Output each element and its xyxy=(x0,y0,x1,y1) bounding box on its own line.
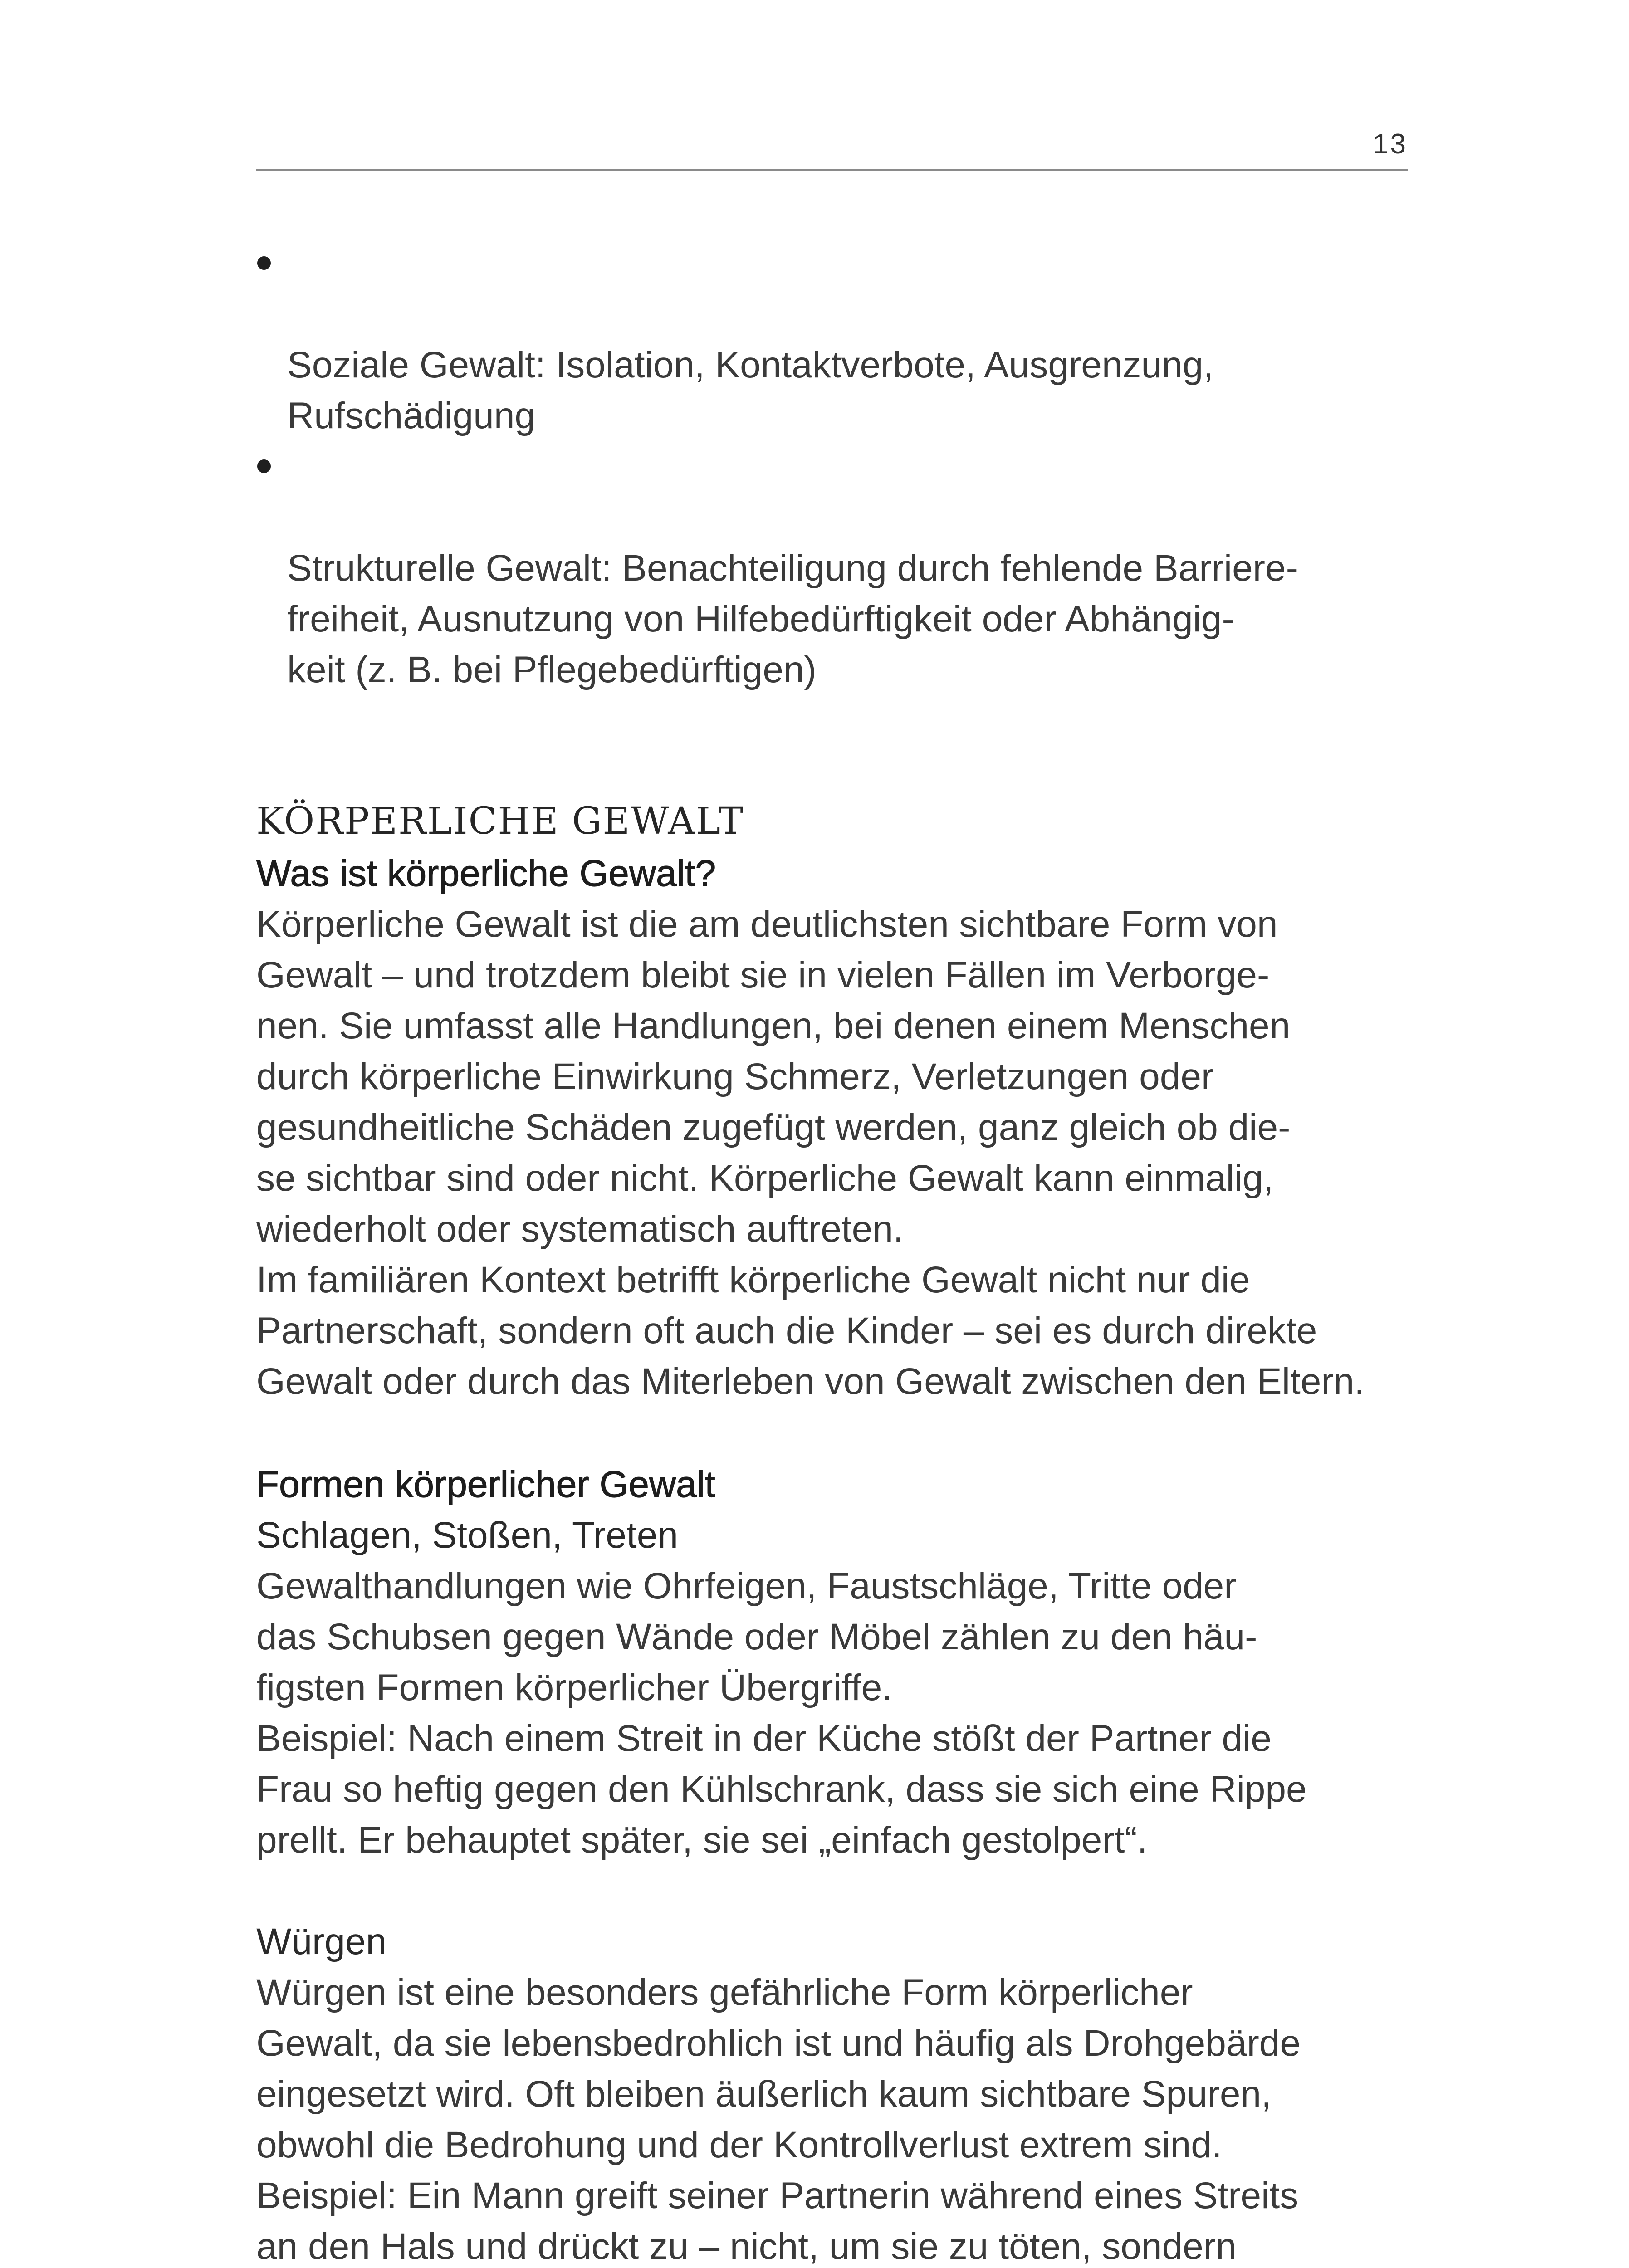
list-item xyxy=(256,238,1427,441)
bullet-icon xyxy=(257,459,271,473)
bullet-icon xyxy=(257,256,271,270)
hitting-heading: Schlagen, Stoßen, Treten xyxy=(256,1515,678,1556)
section-title: KÖRPERLICHE GEWALT xyxy=(256,800,744,843)
spacer xyxy=(256,1407,1427,1458)
list-item xyxy=(256,441,1427,695)
hitting-example: Beispiel: Nach einem Streit in der Küche stößt der Partner die Frau so heftig gegen den Kühlschrank, dass sie sich eine Rippe prellt. Er behauptet später, sie sei „einfach gestolpert“. xyxy=(256,1718,1307,1861)
spacer xyxy=(256,1866,1427,1916)
what-is-heading: Was ist körperliche Gewalt? xyxy=(256,853,716,894)
list-item-text: Soziale Gewalt: Isolation, Kontaktverbote, Ausgrenzung, Rufschädigung xyxy=(287,344,1214,436)
forms-heading: Formen körperlicher Gewalt xyxy=(256,1464,715,1505)
what-is-paragraph-1: Körperliche Gewalt ist die am deutlichsten sichtbare Form von Gewalt – und trotzdem bleibt sie in vielen Fällen im Verborge- nen. Sie umfasst alle Handlungen, bei denen einem Menschen durch körperliche Einwirkung Schmerz, Verletzungen oder gesundheitliche Schäden zugefügt werden, ganz gleich ob die- se sichtbar sind oder nicht. Körperliche Gewalt kann einmalig, wiederholt oder systematisch auftreten. xyxy=(256,904,1291,1250)
header-rule xyxy=(256,169,1408,171)
choking-example: Beispiel: Ein Mann greift seiner Partnerin während eines Streits an den Hals und drückt zu – nicht, um sie zu töten, sondern xyxy=(256,2175,1299,2267)
list-item-text: Strukturelle Gewalt: Benachteiligung durch fehlende Barriere- freiheit, Ausnutzung von Hilfebedürftigkeit oder Abhängig- keit (z. B. bei Pflegebedürftigen) xyxy=(287,547,1298,690)
choking-text: Würgen ist eine besonders gefährliche Form körperlicher Gewalt, da sie lebensbedrohlich ist und häufig als Drohgebärde eingesetzt wird. Oft bleiben äußerlich kaum sichtbare Spuren, obwohl die Bedrohung und der Kontrollverlust extrem sind. xyxy=(256,1972,1301,2165)
violence-types-list xyxy=(256,238,1427,695)
page-number: 13 xyxy=(1373,128,1408,160)
hitting-text: Gewalthandlungen wie Ohrfeigen, Faustschläge, Tritte oder das Schubsen gegen Wände oder Möbel zählen zu den häu- figsten Formen körperlicher Übergriffe. xyxy=(256,1565,1257,1708)
page-content xyxy=(256,238,1427,2268)
what-is-paragraph-2: Im familiären Kontext betrifft körperliche Gewalt nicht nur die Partnerschaft, sondern oft auch die Kinder – sei es durch direkte Gewalt oder durch das Miterleben von Gewalt zwischen den Eltern. xyxy=(256,1259,1365,1402)
choking-heading: Würgen xyxy=(256,1921,387,1962)
